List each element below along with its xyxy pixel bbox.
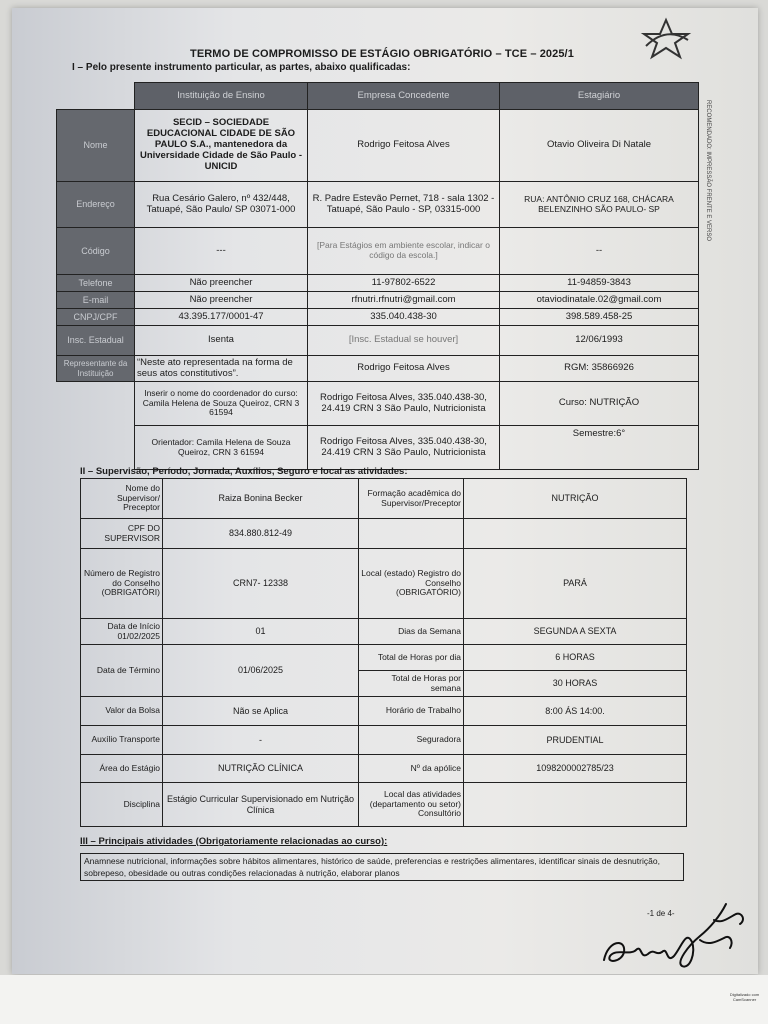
section-3-heading: III – Principais atividades (Obrigatoriamente relacionadas ao curso):: [80, 836, 388, 847]
hours-per-day-label: Total de Horas por dia: [359, 645, 464, 671]
side-note: RECOMENDADO: IMPRESSÃO FRENTE E VERSO: [705, 100, 711, 242]
company-code: [Para Estágios em ambiente escolar, indicar o código da escola.]: [308, 228, 500, 275]
intern-semester: Semestre:6°: [500, 426, 699, 470]
supervisor-name: Raiza Bonina Becker: [163, 479, 359, 519]
supervisor-degree-label: Formação acadêmica do Supervisor/Preceptor: [359, 479, 464, 519]
blank-value: [464, 519, 687, 549]
weekdays: SEGUNDA A SEXTA: [464, 619, 687, 645]
insurer-label: Seguradora: [359, 726, 464, 755]
company-supervisor-info: Rodrigo Feitosa Alves, 335.040.438-30, 24.419 CRN 3 São Paulo, Nutricionista: [308, 382, 500, 426]
supervisor-cpf: 834.880.812-49: [163, 519, 359, 549]
advisor-info: Orientador: Camila Helena de Souza Queiroz, CRN 3 61594: [135, 426, 308, 470]
column-header-intern: Estagiário: [500, 83, 699, 110]
activity-location: [464, 783, 687, 827]
insurer: PRUDENTIAL: [464, 726, 687, 755]
council-state-label: Local (estado) Registro do Conselho (OBRIGATÓRIO): [359, 549, 464, 619]
parties-table: [56, 82, 699, 470]
column-header-institution: Instituição de Ensino: [135, 83, 308, 110]
institution-code: ---: [135, 228, 308, 275]
company-advisor-info: Rodrigo Feitosa Alves, 335.040.438-30, 24.419 CRN 3 São Paulo, Nutricionista: [308, 426, 500, 470]
weekdays-label: Dias da Semana: [359, 619, 464, 645]
hours-per-day: 6 HORAS: [464, 645, 687, 671]
company-representative: Rodrigo Feitosa Alves: [308, 356, 500, 382]
row-label-representative: Representante da Instituição: [57, 356, 135, 382]
company-email: rfnutri.rfnutri@gmail.com: [308, 292, 500, 309]
activity-location-label: Local das atividades (departamento ou setor) Consultório: [359, 783, 464, 827]
intern-name: Otavio Oliveira Di Natale: [500, 110, 699, 182]
policy-number: 1098200002785/23: [464, 755, 687, 783]
stipend-label: Valor da Bolsa: [81, 697, 163, 726]
row-label-state-registration: Insc. Estadual: [57, 326, 135, 356]
hours-per-week-label: Total de Horas por semana: [359, 671, 464, 697]
supervisor-name-label: Nome do Supervisor/ Preceptor: [81, 479, 163, 519]
section-1-heading: I – Pelo presente instrumento particular, as partes, abaixo qualificadas:: [72, 62, 411, 73]
header-blank-cell: [57, 83, 135, 110]
council-state: PARÁ: [464, 549, 687, 619]
table-surface: [0, 975, 768, 1024]
empty-cell: [57, 426, 135, 470]
row-label-code: Código: [57, 228, 135, 275]
column-header-company: Empresa Concedente: [308, 83, 500, 110]
council-registration: CRN7- 12338: [163, 549, 359, 619]
institution-phone: Não preencher: [135, 275, 308, 292]
supervisor-degree: NUTRIÇÃO: [464, 479, 687, 519]
work-hours-label: Horário de Trabalho: [359, 697, 464, 726]
end-date-label: Data de Término: [81, 645, 163, 697]
institution-state-registration: Isenta: [135, 326, 308, 356]
internship-area: NUTRIÇÃO CLÍNICA: [163, 755, 359, 783]
document-title: TERMO DE COMPROMISSO DE ESTÁGIO OBRIGATÓRIO – TCE – 2025/1: [190, 48, 574, 60]
page-number: -1 de 4-: [647, 909, 675, 918]
stipend: Não se Aplica: [163, 697, 359, 726]
intern-email: otaviodinatale.02@gmail.com: [500, 292, 699, 309]
start-date-value: 01: [163, 619, 359, 645]
supervision-table: [80, 478, 687, 827]
institution-address: Rua Cesário Galero, nº 432/448, Tatuapé, São Paulo/ SP 03071-000: [135, 182, 308, 228]
company-cpf: 335.040.438-30: [308, 309, 500, 326]
intern-code: --: [500, 228, 699, 275]
discipline: Estágio Curricular Supervisionado em Nutrição Clínica: [163, 783, 359, 827]
empty-cell: [57, 382, 135, 426]
policy-number-label: Nº da apólice: [359, 755, 464, 783]
end-date: 01/06/2025: [163, 645, 359, 697]
council-registration-label: Número de Registro do Conselho (OBRIGATÓRI): [81, 549, 163, 619]
intern-address: RUA: ANTÔNIO CRUZ 168, CHÁCARA BELENZINHO SÃO PAULO- SP: [500, 182, 699, 228]
section-2-heading: II – Supervisão, Período, Jornada, Auxílios, Seguro e local as atividades:: [80, 466, 408, 477]
university-logo-icon: [640, 16, 692, 60]
company-phone: 11-97802-6522: [308, 275, 500, 292]
internship-area-label: Área do Estágio: [81, 755, 163, 783]
row-label-phone: Telefone: [57, 275, 135, 292]
row-label-name: Nome: [57, 110, 135, 182]
company-name: Rodrigo Feitosa Alves: [308, 110, 500, 182]
handwritten-signature: [596, 890, 756, 980]
discipline-label: Disciplina: [81, 783, 163, 827]
row-label-address: Endereço: [57, 182, 135, 228]
institution-email: Não preencher: [135, 292, 308, 309]
institution-representative: “Neste ato representada na forma de seus atos constitutivos”.: [135, 356, 308, 382]
row-label-email: E-mail: [57, 292, 135, 309]
transport-aid: -: [163, 726, 359, 755]
intern-birth-date: 12/06/1993: [500, 326, 699, 356]
blank-label: [359, 519, 464, 549]
institution-cnpj: 43.395.177/0001-47: [135, 309, 308, 326]
intern-rgm: RGM: 35866926: [500, 356, 699, 382]
intern-phone: 11-94859-3843: [500, 275, 699, 292]
intern-course: Curso: NUTRIÇÃO: [500, 382, 699, 426]
company-address: R. Padre Estevão Pernet, 718 - sala 1302 - Tatuapé, São Paulo - SP, 03315-000: [308, 182, 500, 228]
scanner-stamp: Digitalizado com CamScanner: [729, 992, 760, 1002]
row-label-cnpj-cpf: CNPJ/CPF: [57, 309, 135, 326]
start-date-label: Data de Início 01/02/2025: [81, 619, 163, 645]
company-state-registration: [Insc. Estadual se houver]: [308, 326, 500, 356]
coordinator-info: Inserir o nome do coordenador do curso: Camila Helena de Souza Queiroz, CRN 3 61594: [135, 382, 308, 426]
transport-aid-label: Auxílio Transporte: [81, 726, 163, 755]
hours-per-week: 30 HORAS: [464, 671, 687, 697]
activities-box: Anamnese nutricional, informações sobre hábitos alimentares, histórico de saúde, preferencias e restrições alimentares, identificar sinais de desnutrição, sobrepeso, obesidade ou outras condições relacionadas à nutrição, elaborar planos: [80, 853, 684, 881]
institution-name: SECID – SOCIEDADE EDUCACIONAL CIDADE DE SÃO PAULO S.A., mantenedora da Universidade Cidade de São Paulo - UNICID: [135, 110, 308, 182]
intern-cpf: 398.589.458-25: [500, 309, 699, 326]
work-hours: 8:00 ÁS 14:00.: [464, 697, 687, 726]
supervisor-cpf-label: CPF DO SUPERVISOR: [81, 519, 163, 549]
